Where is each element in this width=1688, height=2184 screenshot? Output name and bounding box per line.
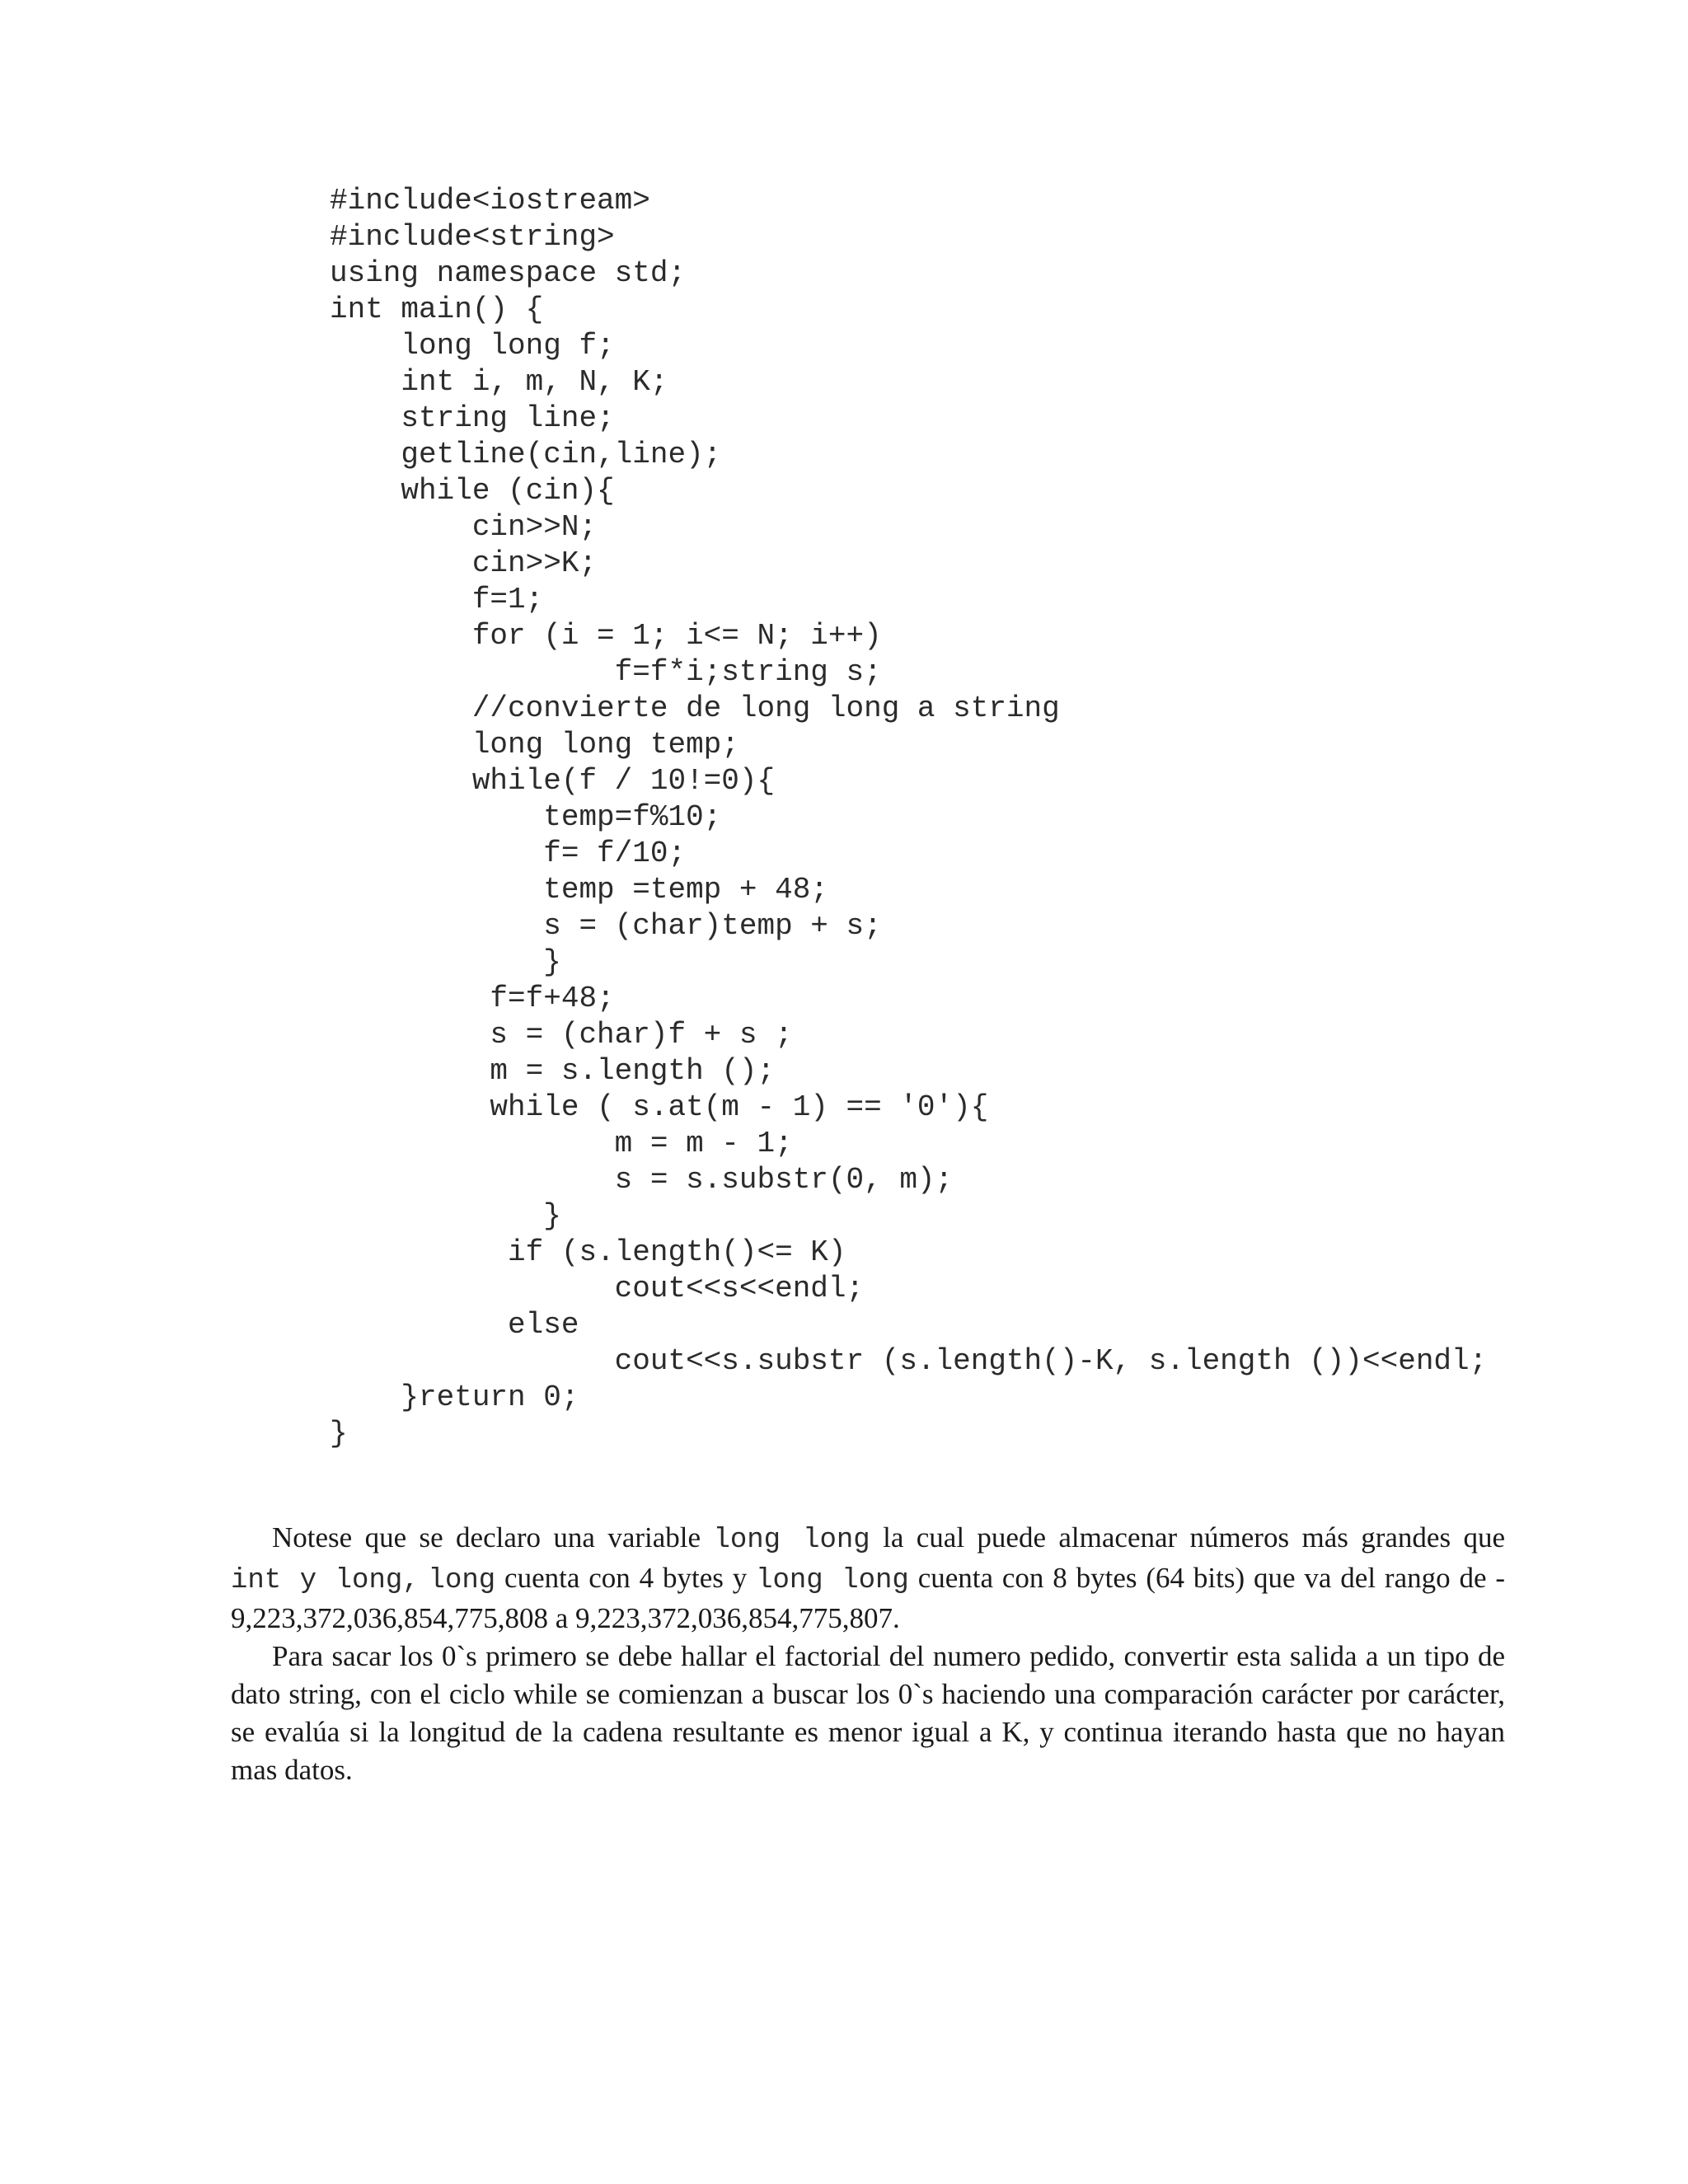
code-line: f=f+48; [330, 982, 615, 1015]
code-line: #include<string> [330, 220, 615, 254]
code-line: long long temp; [330, 728, 739, 762]
code-line: } [330, 1417, 348, 1451]
inline-code: long [428, 1565, 496, 1596]
code-line: cout<<s.substr (s.length()-K, s.length ())<<endl; [330, 1344, 1488, 1378]
code-line: #include<iostream> [330, 184, 650, 218]
code-line: //convierte de long long a string [330, 691, 1060, 725]
paragraph-data-types [231, 1519, 1505, 1638]
paragraph-text: la cual puede almacenar números más grandes que [870, 1521, 1506, 1554]
inline-code: int y long, [231, 1565, 420, 1596]
inline-code: long long [713, 1525, 870, 1556]
code-line: f=f*i;string s; [330, 655, 882, 689]
code-line: m = s.length (); [330, 1054, 776, 1088]
code-line: cin>>K; [330, 546, 598, 580]
code-line: } [330, 945, 561, 979]
code-line: int i, m, N, K; [330, 365, 668, 399]
paragraph-algorithm: Para sacar los 0`s primero se debe hallar el factorial del numero pedido, convertir esta salida a un tipo de dato string, con el ciclo while se comienzan a buscar los 0`s haciendo una comparación carácter por carácter, se evalúa si la longitud de la cadena resultante es menor igual a K, y continua iterando hasta que no hayan mas datos. [231, 1640, 1505, 1786]
code-line: }return 0; [330, 1380, 579, 1414]
code-line: cin>>N; [330, 510, 598, 544]
code-line: temp =temp + 48; [330, 873, 828, 907]
code-line: for (i = 1; i<= N; i++) [330, 619, 882, 653]
code-line: temp=f%10; [330, 800, 722, 834]
code-line: s = (char)f + s ; [330, 1018, 793, 1052]
paragraph-text: Notese que se declaro una variable [272, 1521, 714, 1554]
code-line: s = s.substr(0, m); [330, 1163, 954, 1197]
code-line: cout<<s<<endl; [330, 1272, 865, 1305]
code-line: m = m - 1; [330, 1127, 793, 1160]
paragraph-text [420, 1562, 429, 1594]
code-line: long long f; [330, 329, 615, 363]
code-line: getline(cin,line); [330, 438, 722, 471]
code-line: } [330, 1199, 561, 1233]
code-line: s = (char)temp + s; [330, 909, 882, 943]
code-line: while ( s.at(m - 1) == '0'){ [330, 1090, 989, 1124]
code-line: while (cin){ [330, 474, 615, 508]
code-line: string line; [330, 401, 615, 435]
paragraph-text: cuenta con 4 bytes y [495, 1562, 757, 1594]
code-line: int main() { [330, 293, 544, 326]
code-line: f=1; [330, 583, 544, 616]
code-listing [330, 183, 1487, 1452]
inline-code: long long [756, 1565, 909, 1596]
code-line: while(f / 10!=0){ [330, 764, 776, 798]
code-line: if (s.length()<= K) [330, 1235, 846, 1269]
code-line: f= f/10; [330, 837, 687, 870]
code-line: else [330, 1308, 579, 1342]
explanation-text [231, 1519, 1505, 1789]
code-line: using namespace std; [330, 256, 687, 290]
paragraph-text: cuenta con 8 bytes (64 bits) que va del rango de - 9,223,372,036,854,775,808 a 9,223,372,036,854,775,807. [231, 1562, 1506, 1634]
